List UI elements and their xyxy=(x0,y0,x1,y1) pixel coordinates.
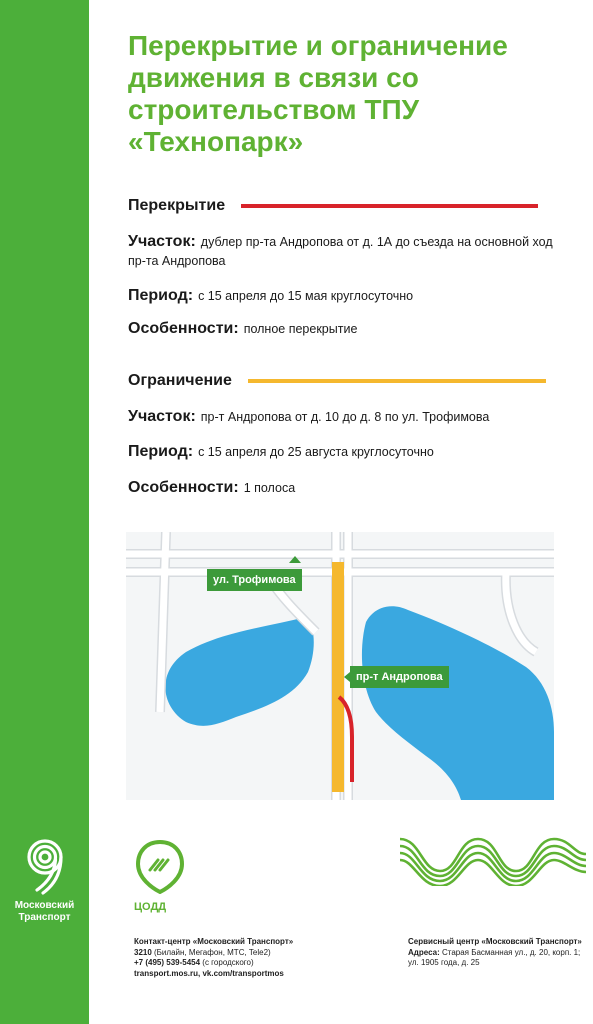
restriction-period-row xyxy=(128,442,568,462)
restriction-features-row xyxy=(128,478,568,498)
mt-name-line2: Транспорт xyxy=(18,912,71,923)
city-phone-note: (с городского) xyxy=(200,958,254,967)
mt-name-line1: Московский xyxy=(14,900,75,911)
closure-features-row xyxy=(128,319,568,339)
closure-section-value: дублер пр-та Андропова от д. 1А до съезда на основной ход пр-та Андропова xyxy=(128,235,553,268)
moscow-transport-nine-icon xyxy=(21,838,69,896)
closure-period-row xyxy=(128,286,568,306)
closure-section-key: Участок: xyxy=(128,233,196,250)
label-andropova: пр-т Андропова xyxy=(350,666,449,688)
closure-period-value: с 15 апреля до 15 мая круглосуточно xyxy=(198,289,414,303)
closure-section-row xyxy=(128,232,568,271)
closure-features-value: полное перекрытие xyxy=(243,322,358,336)
closure-features-key: Особенности: xyxy=(128,320,239,337)
service-center-info xyxy=(408,937,582,969)
city-phone[interactable]: +7 (495) 539-5454 xyxy=(134,958,201,967)
restriction-section-key: Участок: xyxy=(128,408,196,425)
address-label: Адреса: xyxy=(408,947,440,957)
restriction-heading-text: Ограничение xyxy=(128,372,232,389)
address-line2: ул. 1905 года, д. 25 xyxy=(408,958,480,967)
restriction-period-value: с 15 апреля до 25 августа круглосуточно xyxy=(198,445,434,459)
restriction-section-value: пр-т Андропова от д. 10 до д. 8 по ул. Трофимова xyxy=(200,410,490,424)
short-phone[interactable]: 3210 xyxy=(134,947,152,957)
restriction-features-value: 1 полоса xyxy=(243,481,296,495)
moscow-transport-logo xyxy=(0,838,89,924)
contact-center-title: Контакт-центр «Московский Транспорт» xyxy=(134,937,294,946)
restriction-yellow-line xyxy=(248,379,546,383)
moscow-city-logo xyxy=(398,836,588,891)
website-links[interactable]: transport.mos.ru, vk.com/transportmos xyxy=(134,968,284,978)
closure-red-line xyxy=(241,204,538,208)
address-line1: Старая Басманная ул., д. 20, корп. 1; xyxy=(439,947,581,957)
restriction-heading xyxy=(128,372,546,390)
label-trofimova: ул. Трофимова xyxy=(207,569,302,591)
contact-center-info xyxy=(134,937,293,979)
restriction-section-row xyxy=(128,407,568,427)
closure-period-key: Период: xyxy=(128,287,194,304)
road-map-graphic xyxy=(126,532,554,800)
service-center-title: Сервисный центр «Московский Транспорт» xyxy=(408,937,582,946)
closure-heading-text: Перекрытие xyxy=(128,197,226,214)
short-phone-note: (Билайн, Мегафон, МТС, Tele2) xyxy=(151,947,271,957)
codd-label: ЦОДД xyxy=(134,901,167,913)
codd-pin-icon xyxy=(134,838,186,894)
page-title: Перекрытие и ограничение движения в связи со строительством ТПУ «Технопарк» xyxy=(128,30,508,157)
restriction-segment xyxy=(332,562,344,792)
restriction-period-key: Период: xyxy=(128,443,194,460)
road-map xyxy=(126,532,554,800)
restriction-features-key: Особенности: xyxy=(128,479,239,496)
closure-heading xyxy=(128,197,538,215)
moscow-wave-icon xyxy=(398,836,588,886)
codd-logo xyxy=(134,838,186,913)
pond-left xyxy=(165,617,313,726)
